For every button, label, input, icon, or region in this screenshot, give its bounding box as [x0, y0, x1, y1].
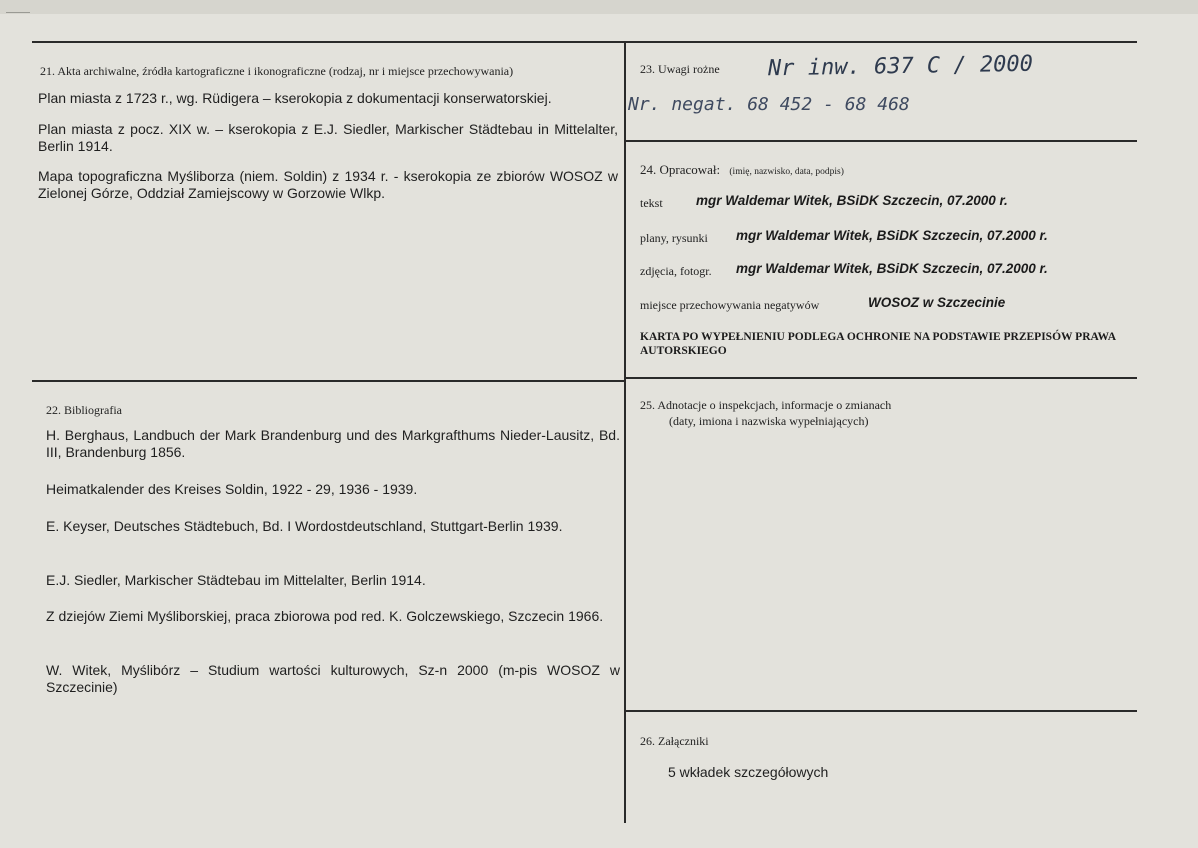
handwritten-inventory-number: Nr inw. 637 C / 2000 — [767, 51, 1034, 82]
section-25-sublabel: (daty, imiona i nazwiska wypełniających) — [669, 414, 869, 428]
section-25-label: 25. Adnotacje o inspekcjach, informacje o zmianach — [640, 398, 892, 412]
author-row-value-text: mgr Waldemar Witek, BSiDK Szczecin, 07.2000 r. — [696, 193, 1008, 208]
author-row-value-plans: mgr Waldemar Witek, BSiDK Szczecin, 07.2000 r. — [736, 228, 1048, 243]
author-row-label-negatives: miejsce przechowywania negatywów — [640, 298, 820, 312]
archive-item-1: Plan miasta z 1723 r., wg. Rüdigera – kserokopia z dokumentacji konserwatorskiej. — [38, 90, 552, 106]
section-25-26-divider — [626, 710, 1137, 712]
archive-item-3: Mapa topograficzna Myśliborza (niem. Soldin) z 1934 r. - kserokopia ze zbiorów WOSOZ w Zielonej Górze, Oddział Zamiejscowy w Gorzowie Wlkp. — [38, 168, 618, 201]
section-24-label — [640, 162, 844, 178]
author-row-label-text: tekst — [640, 196, 663, 210]
handwritten-negative-numbers: Nr. negat. 68 452 - 68 468 — [628, 94, 910, 115]
bibliography-item-2: Heimatkalender des Kreises Soldin, 1922 - 29, 1936 - 1939. — [46, 481, 418, 497]
form-center-divider — [624, 41, 626, 823]
author-row-value-negatives: WOSOZ w Szczecinie — [868, 295, 1006, 310]
copyright-notice: KARTA PO WYPEŁNIENIU PODLEGA OCHRONIE NA PODSTAWIE PRZEPISÓW PRAWA AUTORSKIEGO — [640, 331, 1116, 357]
section-21-label: 21. Akta archiwalne, źródła kartograficzne i ikonograficzne (rodzaj, nr i miejsce przechowywania) — [40, 64, 514, 78]
section-24-title: 24. Opracował: — [640, 162, 721, 177]
attachments-value: 5 wkładek szczegółowych — [668, 764, 829, 780]
section-24-25-divider — [626, 377, 1137, 379]
bibliography-item-6: W. Witek, Myślibórz – Studium wartości kulturowych, Sz-n 2000 (m-pis WOSOZ w Szczecinie) — [46, 662, 620, 695]
archive-item-2: Plan miasta z pocz. XIX w. – kserokopia z E.J. Siedler, Markischer Städtebau in Mittelalter, Berlin 1914. — [38, 121, 618, 154]
scan-top-edge — [0, 0, 1198, 14]
author-row-value-photos: mgr Waldemar Witek, BSiDK Szczecin, 07.2000 r. — [736, 261, 1048, 276]
section-23-label: 23. Uwagi rożne — [640, 62, 720, 76]
section-26-label: 26. Załączniki — [640, 734, 709, 748]
section-24-note: (imię, nazwisko, data, podpis) — [729, 167, 844, 177]
bibliography-item-1: H. Berghaus, Landbuch der Mark Brandenburg und des Markgrafthums Nieder-Lausitz, Bd. III, Brandenburg 1856. — [46, 427, 620, 460]
section-22-label: 22. Bibliografia — [46, 403, 122, 417]
bibliography-item-3: E. Keyser, Deutsches Städtebuch, Bd. I Wordostdeutschland, Stuttgart-Berlin 1939. — [46, 518, 563, 534]
author-row-label-plans: plany, rysunki — [640, 231, 708, 245]
bibliography-item-4: E.J. Siedler, Markischer Städtebau im Mittelalter, Berlin 1914. — [46, 572, 426, 588]
section-21-22-divider — [32, 380, 624, 382]
form-top-border — [32, 41, 1137, 43]
scan-mark — [6, 12, 30, 13]
author-row-label-photos: zdjęcia, fotogr. — [640, 264, 712, 278]
bibliography-item-5: Z dziejów Ziemi Myśliborskiej, praca zbiorowa pod red. K. Golczewskiego, Szczecin 1966. — [46, 608, 604, 624]
section-23-24-divider — [626, 140, 1137, 142]
